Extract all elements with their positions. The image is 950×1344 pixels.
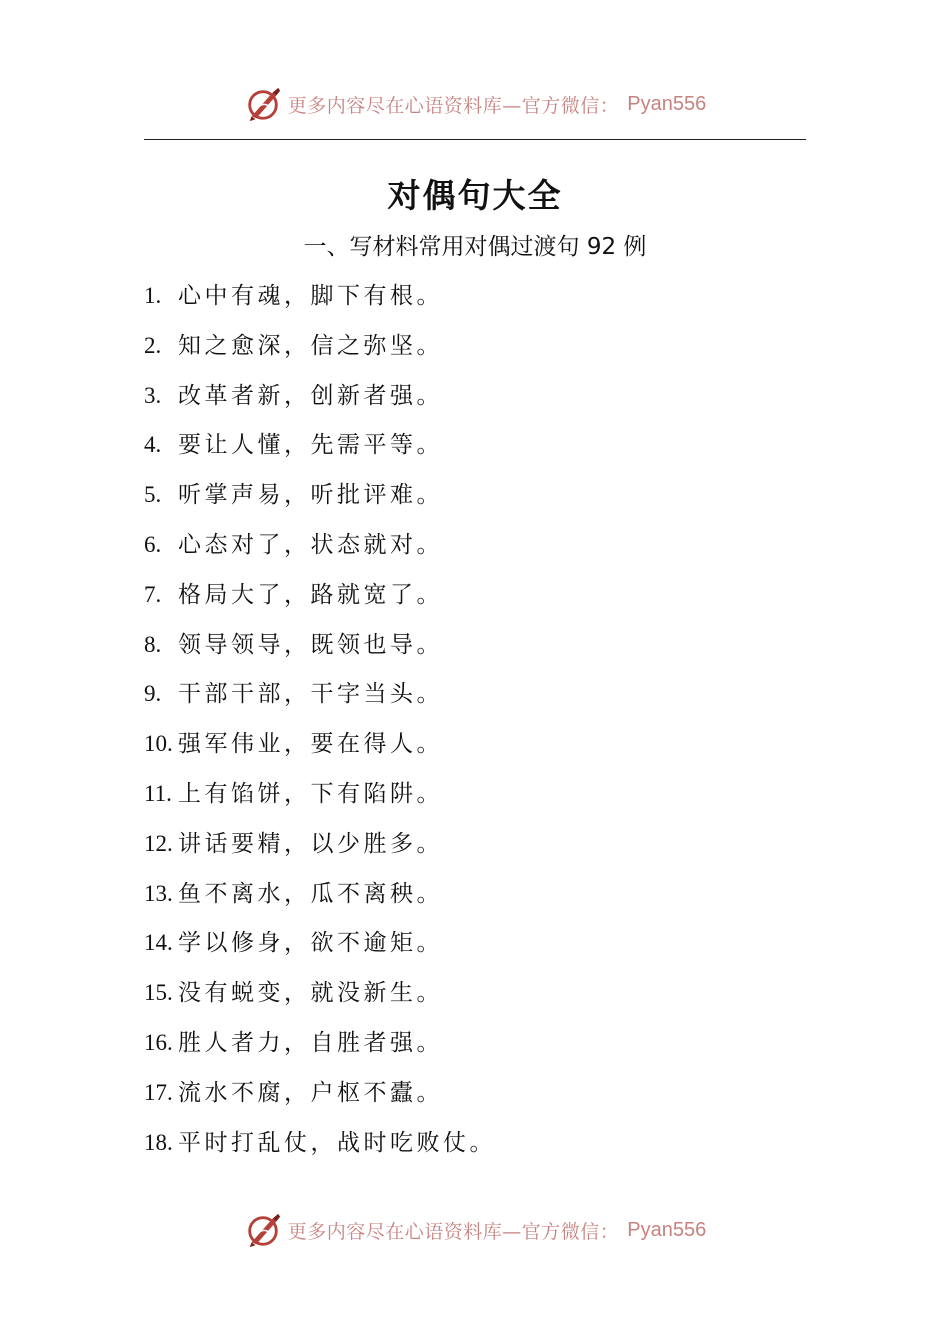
item-number: 8. (144, 631, 162, 657)
item-number: 2. (144, 332, 162, 358)
pen-logo-icon (244, 1211, 282, 1249)
footer-watermark (0, 1210, 950, 1250)
item-text: 流水不腐，户枢不蠹。 (178, 1079, 443, 1106)
list-item (144, 1023, 496, 1073)
list-item (144, 326, 496, 376)
item-number: 12. (144, 830, 173, 856)
page-title: 对偶句大全 (387, 176, 563, 215)
item-text: 胜人者力，自胜者强。 (178, 1029, 443, 1056)
item-text: 心中有魂，脚下有根。 (178, 283, 443, 309)
item-text: 要让人懂，先需平等。 (178, 432, 443, 459)
list-item (144, 525, 496, 575)
list-item (144, 824, 496, 874)
item-text: 改革者新，创新者强。 (178, 382, 443, 409)
header-divider (144, 139, 806, 140)
item-text: 没有蜕变，就没新生。 (178, 980, 443, 1007)
item-text: 平时打乱仗，战时吃败仗。 (178, 1129, 496, 1156)
item-number: 13. (144, 880, 173, 906)
list-item (144, 973, 496, 1023)
item-text: 鱼不离水，瓜不离秧。 (178, 880, 443, 907)
item-text: 心态对了，状态就对。 (178, 531, 443, 558)
item-text: 领导领导，既领也导。 (178, 631, 443, 658)
item-number: 18. (144, 1129, 173, 1155)
item-number: 11. (144, 780, 172, 806)
item-number: 9. (144, 681, 162, 707)
item-text: 知之愈深，信之弥坚。 (178, 332, 443, 359)
item-number: 15. (144, 980, 173, 1006)
item-number: 17. (144, 1079, 173, 1105)
list-item (144, 674, 496, 724)
item-text: 强军伟业，要在得人。 (178, 731, 443, 758)
list-item (144, 575, 496, 625)
item-text: 上有馅饼，下有陷阱。 (178, 780, 443, 807)
item-text: 干部干部，干字当头。 (178, 681, 443, 708)
watermark-text: 更多内容尽在心语资料库—官方微信： (287, 1220, 620, 1243)
header-watermark (0, 84, 950, 124)
item-number: 7. (144, 581, 162, 607)
item-number: 5. (144, 482, 162, 508)
list-item (144, 774, 496, 824)
list-item (144, 475, 496, 525)
list-item (144, 874, 496, 924)
item-number: 16. (144, 1029, 173, 1055)
list-item (144, 625, 496, 675)
item-number: 14. (144, 930, 173, 956)
item-text: 学以修身，欲不逾矩。 (178, 930, 443, 957)
item-text: 讲话要精，以少胜多。 (178, 830, 443, 857)
list-item (144, 1123, 496, 1173)
pen-logo-icon (244, 85, 282, 123)
item-number: 1. (144, 283, 162, 308)
watermark-wechat-id: Pyan556 (627, 1218, 707, 1241)
sentence-list (144, 276, 496, 1172)
list-item (144, 425, 496, 475)
watermark-text: 更多内容尽在心语资料库—官方微信： (287, 94, 620, 117)
item-number: 10. (144, 731, 173, 757)
item-text: 格局大了，路就宽了。 (178, 581, 443, 608)
list-item (144, 923, 496, 973)
item-number: 4. (144, 432, 162, 458)
list-item (144, 1073, 496, 1123)
list-item (144, 724, 496, 774)
section-heading: 一、写材料常用对偶过渡句 92 例 (303, 234, 647, 260)
list-item (144, 376, 496, 426)
item-number: 6. (144, 531, 162, 557)
item-number: 3. (144, 382, 162, 408)
watermark-wechat-id: Pyan556 (627, 92, 707, 115)
item-text: 听掌声易，听批评难。 (178, 482, 443, 509)
list-item (144, 276, 496, 326)
